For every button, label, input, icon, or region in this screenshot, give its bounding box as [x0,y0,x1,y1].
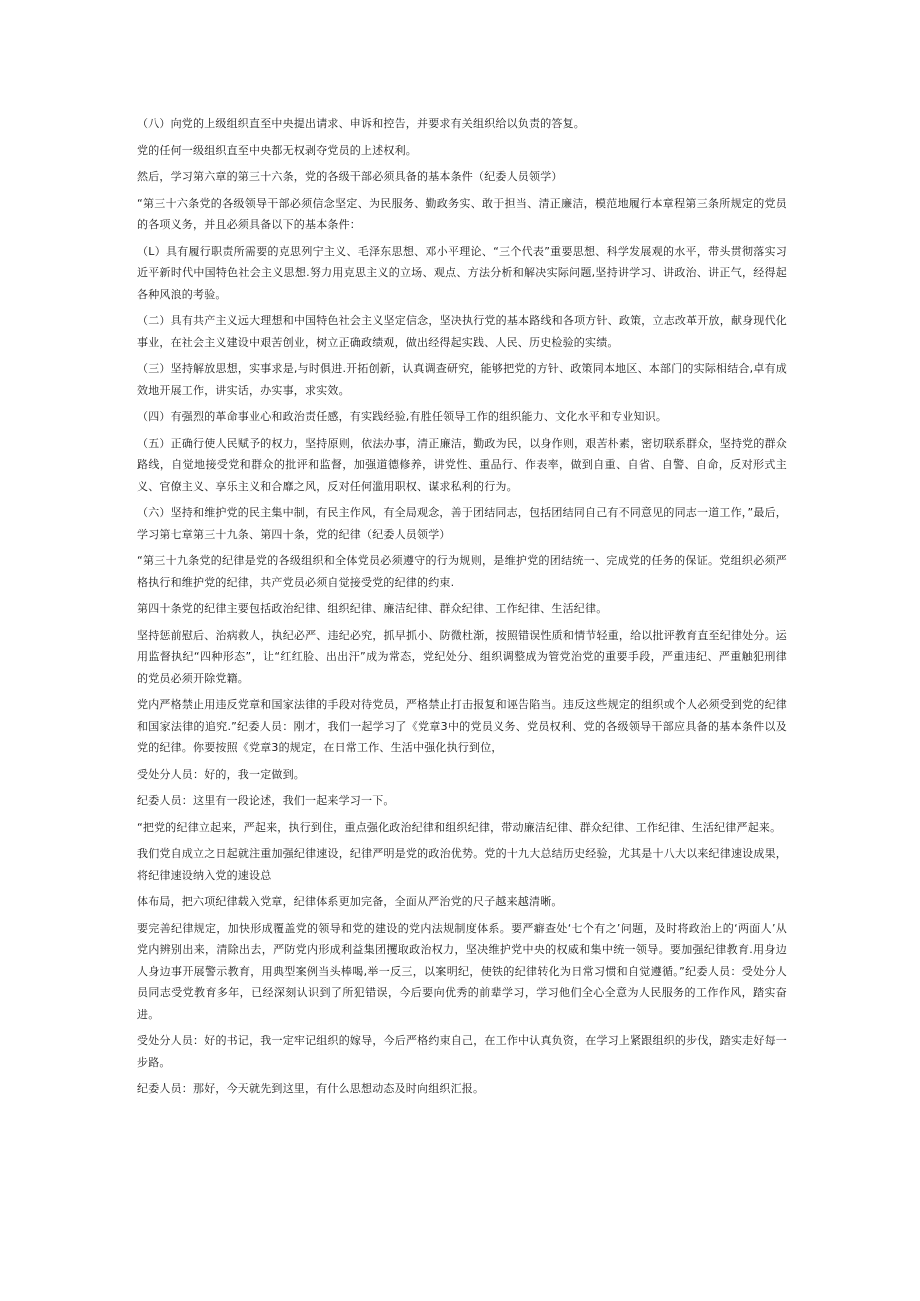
paragraph: （L）具有履行职责所需要的克思列宁主义、毛泽东思想、邓小平理论、“三个代表”重要思想、科学发展观的水平，带头贯彻落实习近平新时代中国特色社会主义思想.努力用克思主义的立场、观点、方法分析和解决实际问题,坚持讲学习、讲政治、讲正气，经得起各种风浪的考验。 [137,244,787,301]
paragraph: （六）坚持和维护党的民主集中制，有民主作风，有全局观念，善于团结同志，包括团结同自己有不同意见的同志一道工作，”最后，学习第七章第三十九条、第四十条，党的纪律（纪委人员领学） [137,506,787,541]
paragraph: 第四十条党的纪律主要包括政治纪律、组织纪律、廉洁纪律、群众纪律、工作纪律、生活纪律。 [137,602,608,615]
paragraph: “第三十九条党的纪律是党的各级组织和全体党员必须遵守的行为规则，是维护党的团结统一、完成党的任务的保证。党组织必须严格执行和维护党的纪律，共产党员必须自觉接受党的纪律的约束. [137,554,787,589]
paragraph: “把党的纪律立起来，严起来，执行到住，重点强化政治纪律和组织纪律，带动廉洁纪律、群众纪律、工作纪律、生活纪律严起来。 [137,820,782,834]
paragraph: 坚持惩前慰后、治病救人，执纪必严、违纪必究，抓早抓小、防微杜渐，按照错误性质和情节轻重，给以批评教育直至纪律处分。运用监督执纪“四种形态”，让“红红脸、出出汗”成为常态，党纪处分、组织调整成为管党治党的重要手段，严重违纪、严重触犯刑律的党员必须开除党籍。 [137,628,787,685]
paragraph: （五）正确行使人民赋予的权力，坚持原则，依法办事，清正廉洁，勤政为民，以身作则，艰苦朴素，密切联系群众，坚持党的群众路线，自觉地接受党和群众的批评和监督，加强道德修养，讲党性、重品行、作表率，做到自重、自省、自警、自命，反对形式主义、官僚主义、享乐主义和合靡之风，反对任何滥用职权、谋求私利的行为。 [137,436,787,493]
paragraph: 体布局，把六项纪律载入党章，纪律体系更加完备，全面从严治党的尺子越来越清晰。 [137,895,563,908]
paragraph: “第三十六条党的各级领导干部必须信念坚定、为民服务、勤政务实、敢于担当、清正廉洁，模范地履行本章程第三条所规定的党员的各项义务，并且必须具备以下的基本条件： [137,196,787,231]
paragraph: 党内严格禁止用违反党章和国家法律的手段对待党员，严格禁止打击报复和诬告陷当。违反这些规定的组织或个人必须受到党的纪律和国家法律的追究.”纪委人员：刚才，我们一起学习了《党章3中的党员义务、党员权利、党的各级领导干部应具备的基本条件以及党的纪律。你要按照《党章3的规定，在日常工作、生活中强化执行到位， [137,698,787,754]
paragraph: 党的任何一级组织直至中央都无权剥夺党员的上述权利。 [137,143,417,157]
paragraph: 然后，学习第六章的第三十六条，党的各级干部必须具备的基本条件（纪委人员领学） [137,170,563,183]
paragraph: 纪委人员：那好，今天就先到这里，有什么思想动态及时向组织汇报。 [137,1082,485,1095]
paragraph: 我们党自成立之日起就注重加强纪律速设，纪律严明是党的政治优势。党的十九大总结历史经验，尤其是十八大以来纪律速设成果，将纪律速设纳入党的速设总 [137,847,787,882]
paragraph: 受处分人员：好的书记，我一定牢记组织的嫁导，今后严格约束自己，在工作中认真负资，在学习上紧跟组织的步伐，踏实走好每一步路。 [137,1034,787,1069]
paragraph: 纪委人员：这里有一段论述，我们一起来学习一下。 [137,794,395,807]
paragraph: 要完善纪律规定，加快形成覆盖党的领导和党的建设的党内法规制度体系。要严癖查处‘七个有之’问题，及时将政治上的‘两面人’从党内辨别出来，清除出去，严防党内形成利益集团攫取政治权力，坚决维护党中央的权威和集中统一领导。要加强纪律教育.用身边人身边事开展警示教育，用典型案例当头棒喝,举一反三，以案明纪，使铁的纪律转化为日常习惯和自觉遵循。”纪委人员：受处分人员同志受党教育多年，已经深刻认识到了所犯错误，今后要向优秀的前辈学习，学习他们全心全意为人民服务的工作作风，踏实奋进。 [137,921,787,1021]
document-body [137,113,787,1105]
paragraph: （四）有强烈的革命事业心和政治责任感，有实践经验,有胜任领导工作的组织能力、文化水平和专业知识。 [137,410,668,423]
paragraph: 受处分人员：好的，我一定做到。 [137,767,305,781]
paragraph: （三）坚持解放思想，实事求是,与时俱进.开拓创新，认真调查研究，能够把党的方针、政策同本地区、本部门的实际相结合,卓有成效地开展工作，讲实话，办实事，求实效。 [137,362,787,397]
paragraph: （二）具有共产主义远大理想和中国特色社会主义坚定信念，坚决执行党的基本路线和各项方针、政策，立志改革开放，献身现代化事业，在社会主义建设中艰苦创业，树立正确政绩观，做出经得起实践、人民、历史检验的实绩。 [137,314,787,349]
paragraph: （八）向党的上级组织直至中央提出请求、申诉和控告，并要求有关组织给以负责的答复。 [137,117,585,130]
